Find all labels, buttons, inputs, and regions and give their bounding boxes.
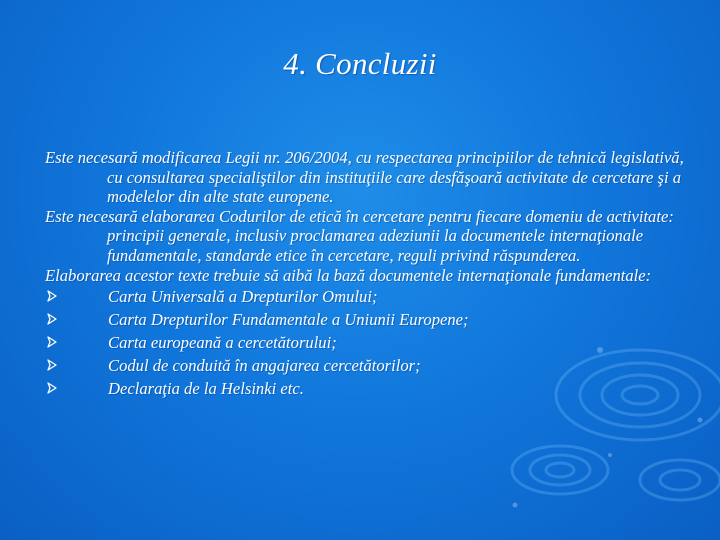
arrow-bullet-icon (47, 336, 57, 348)
bullet-item (45, 354, 685, 377)
bullet-text: Carta Universală a Drepturilor Omului; (108, 287, 378, 307)
paragraph-law-modification: Este necesară modificarea Legii nr. 206/2004, cu respectarea principiilor de tehnică legislativă, cu consultarea specialiştilor din instituţiile care desfăşoară activitate de cercetare şi a modelelor din alte state europene. (45, 148, 684, 207)
bullet-text: Codul de conduită în angajarea cercetătorilor; (108, 356, 421, 376)
bullet-item (45, 331, 685, 354)
bullet-item (45, 377, 685, 400)
arrow-bullet-icon (47, 313, 57, 325)
arrow-bullet-icon (47, 290, 57, 302)
bullet-item (45, 308, 685, 331)
arrow-bullet-icon (47, 359, 57, 371)
bullet-text: Carta europeană a cercetătorului; (108, 333, 337, 353)
paragraph-ethics-codes: Este necesară elaborarea Codurilor de etică în cercetare pentru fiecare domeniu de activitate: principii generale, inclusiv proclamarea adeziunii la documentele internaţionale fundamentale, standarde etice în cercetare, reguli privind răspunderea. (45, 206, 674, 265)
slide-body (45, 148, 685, 400)
bullet-item (45, 285, 685, 308)
slide-title: 4. Concluzii (283, 46, 437, 81)
paragraph-international-documents: Elaborarea acestor texte trebuie să aibă la bază documentele internaţionale fundamentale: (45, 265, 652, 285)
bullet-text: Declaraţia de la Helsinki etc. (108, 379, 304, 399)
arrow-bullet-icon (47, 382, 57, 394)
bullet-text: Carta Drepturilor Fundamentale a Uniunii Europene; (108, 310, 469, 330)
